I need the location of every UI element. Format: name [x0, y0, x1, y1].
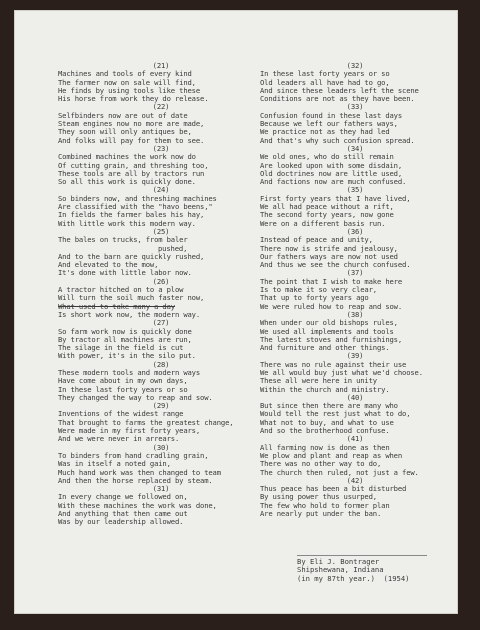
poem-line: Was in itself a noted gain, — [58, 459, 171, 469]
signature-block — [297, 558, 410, 583]
poem-line: In these last forty years or so — [260, 69, 390, 79]
stanza — [260, 145, 450, 186]
poem-line: That brought to farms the greatest change, — [58, 417, 234, 427]
stanza — [58, 228, 264, 278]
poem-line: The church then ruled, not just a few. — [260, 467, 419, 477]
stanza — [260, 311, 450, 352]
poem-line: By tractor all machines are run, — [58, 334, 192, 344]
stanza-number: (40) — [346, 392, 364, 402]
stanza-number: (37) — [346, 268, 364, 278]
stanza — [58, 103, 264, 144]
poem-line: There was no other way to do, — [260, 459, 382, 469]
poem-line: And elevated to the mow, — [58, 260, 159, 270]
poem-line: His horse from work they do release. — [58, 94, 209, 104]
stanza — [58, 444, 264, 485]
stanza — [260, 62, 450, 103]
stanza-number: (41) — [346, 434, 364, 444]
poem-line: He finds by using tools like these — [58, 85, 201, 95]
poem-line: Conditions are not as they have been. — [260, 94, 415, 104]
poem-line: Are looked upon with some disdain, — [260, 160, 403, 170]
poem-line: Within the church and ministry. — [260, 384, 390, 394]
poem-line: These tools are all by tractors run — [58, 168, 205, 178]
poem-line: Selfbinders now are out of date — [58, 110, 188, 120]
stanza — [58, 278, 264, 319]
stanza — [260, 394, 450, 435]
stanza — [58, 319, 264, 360]
stanza-number: (28) — [152, 359, 170, 369]
poem-line: Confusion found in these last days — [260, 110, 403, 120]
poem-line: The second forty years, now gone — [260, 210, 394, 220]
poem-line: These all were here in unity — [260, 376, 377, 386]
poem-line: With little work this modern way. — [58, 218, 196, 228]
stanza-number: (39) — [346, 351, 364, 361]
poem-line: Is short work now, the modern way. — [58, 309, 201, 319]
poem-line: And that's why such confusion spread. — [260, 135, 415, 145]
poem-line: Is to make it so very clear, — [260, 285, 377, 295]
poem-line: Inventions of the widest range — [58, 409, 184, 419]
stanza — [260, 477, 450, 518]
poem-line: We used all implements and tools — [260, 326, 394, 336]
stanza-number: (33) — [346, 102, 364, 112]
poem-line: So binders now, and threshing machines — [58, 193, 217, 203]
stanza-number: (34) — [346, 143, 364, 153]
document-page — [14, 10, 458, 614]
poem-line: We plow and plant and reap as when — [260, 450, 403, 460]
stanza — [58, 485, 264, 526]
poem-line: There was no rule against their use — [260, 359, 407, 369]
poem-line: The point that I wish to make here — [260, 276, 403, 286]
poem-line: Because we left our fathers ways, — [260, 119, 398, 129]
poem-line: It's done with little labor now. — [58, 268, 192, 278]
poem-line: And thus we see the church confused. — [260, 260, 411, 270]
poem-line: All farming now is done as then — [260, 442, 390, 452]
stanza — [260, 228, 450, 269]
poem-line: Our fathers ways are now not used — [260, 251, 398, 261]
poem-line: Have come about in my own days, — [58, 376, 188, 386]
stanza-number: (30) — [152, 442, 170, 452]
poem-line: The farmer now on sale will find, — [58, 77, 196, 87]
poem-line: To binders from hand cradling grain, — [58, 450, 209, 460]
poem-line: The silage in the field is cut — [58, 343, 184, 353]
poem-line: Of cutting grain, and threshing too, — [58, 160, 209, 170]
poem-line: So farm work now is quickly done — [58, 326, 192, 336]
stanza-number: (25) — [152, 226, 170, 236]
poem-line: A tractor hitched on to a plow — [58, 285, 184, 295]
right-column — [260, 62, 450, 518]
left-column — [58, 62, 264, 527]
poem-line: Are nearly put under the ban. — [260, 509, 382, 519]
poem-line: There now is strife and jealousy, — [260, 243, 398, 253]
stanza-number: (26) — [152, 276, 170, 286]
poem-line: Combined machines the work now do — [58, 152, 196, 162]
stanza — [58, 186, 264, 227]
poem-line: What not to buy, and what to use — [260, 417, 394, 427]
stanza — [260, 352, 450, 393]
poem-line: Will turn the soil much faster now, — [58, 293, 205, 303]
signature-place: Shipshewana, Indiana — [297, 565, 384, 575]
poem-line: Steam engines now no more are made, — [58, 119, 205, 129]
poem-line: We were ruled how to reap and sow. — [260, 301, 403, 311]
stanza — [58, 361, 264, 402]
poem-line: In these last forty years or so — [58, 384, 188, 394]
stanza-number: (31) — [152, 484, 170, 494]
stanza — [260, 435, 450, 476]
stanza-number: (36) — [346, 226, 364, 236]
stanza-number: (42) — [346, 475, 364, 485]
poem-line: And furniture and other things. — [260, 343, 390, 353]
poem-line: Old leaders all have had to go, — [260, 77, 390, 87]
signature-age-year: (in my 87th year.) (1954) — [297, 573, 410, 583]
poem-line: And factions now are much confused. — [260, 177, 407, 187]
stanza — [58, 62, 264, 103]
poem-line: The latest stoves and furnishings, — [260, 334, 403, 344]
poem-line: And so the brotherhood confuse. — [260, 426, 390, 436]
poem-line: And to the barn are quickly rushed, — [58, 251, 205, 261]
poem-line: pushed, — [158, 243, 188, 253]
poem-line: They changed the way to reap and sow. — [58, 392, 213, 402]
poem-line: And anything that then came out — [58, 509, 188, 519]
poem-line: With these machines the work was done, — [58, 500, 217, 510]
stanza-number: (38) — [346, 309, 364, 319]
stanza-number: (24) — [152, 185, 170, 195]
poem-line: Were on a different basis run. — [260, 218, 386, 228]
poem-line: Old doctrines now are little used, — [260, 168, 403, 178]
poem-line: We all would buy just what we'd choose. — [260, 367, 423, 377]
poem-line: Machines and tools of every kind — [58, 69, 192, 79]
stanza-number: (32) — [346, 61, 364, 70]
poem-line: Thus peace has been a bit disturbed — [260, 484, 407, 494]
poem-line: When under our old bishops rules, — [260, 318, 398, 328]
stanza-number: (23) — [152, 143, 170, 153]
poem-line: We all had peace without a rift, — [260, 202, 394, 212]
poem-line: But since then there are many who — [260, 401, 398, 411]
poem-line: First forty years that I have lived, — [260, 193, 411, 203]
signature-rule — [297, 555, 427, 556]
poem-line: In every change we followed on, — [58, 492, 188, 502]
poem-line: The few who hold to former plan — [260, 500, 390, 510]
poem-line: And since these leaders left the scene — [260, 85, 419, 95]
stanza — [260, 186, 450, 227]
stanza-number: (22) — [152, 102, 170, 112]
poem-line: And then the horse replaced by steam. — [58, 475, 213, 485]
poem-line: And we were never in arrears. — [58, 434, 180, 444]
poem-line: We old ones, who do still remain — [260, 152, 394, 162]
stanza — [260, 269, 450, 310]
poem-line: With power, it's in the silo put. — [58, 351, 196, 361]
stanza-number: (29) — [152, 401, 170, 411]
poem-line: The bales on trucks, from baler — [58, 235, 188, 245]
poem-line: These modern tools and modern ways — [58, 367, 201, 377]
poem-line: Would tell the rest just what to do, — [260, 409, 411, 419]
poem-line: Instead of peace and unity, — [260, 235, 373, 245]
poem-line: Much hand work was then changed to team — [58, 467, 221, 477]
stanza — [260, 103, 450, 144]
stanza-number: (27) — [152, 318, 170, 328]
poem-line: By using power thus usurped, — [260, 492, 377, 502]
poem-line: In fields the farmer bales his hay, — [58, 210, 205, 220]
stanza — [58, 402, 264, 443]
stanza-number: (35) — [346, 185, 364, 195]
stanza — [58, 145, 264, 186]
stanza-number: (21) — [152, 61, 170, 70]
poem-line: We practice not as they had led — [260, 127, 390, 137]
poem-line: That up to forty years ago — [260, 293, 369, 303]
poem-line: They soon will only antiques be, — [58, 127, 192, 137]
poem-line: What used to take many a day — [58, 301, 175, 311]
poem-line: And folks will pay for them to see. — [58, 135, 205, 145]
poem-line: Are classified with the "havo beens," — [58, 202, 213, 212]
poem-line: Were made in my first forty years, — [58, 426, 201, 436]
signature-author: By Eli J. Bontrager — [297, 557, 380, 566]
poem-line: So all this work is quickly done. — [58, 177, 196, 187]
poem-line: Was by our leadership allowed. — [58, 517, 184, 527]
